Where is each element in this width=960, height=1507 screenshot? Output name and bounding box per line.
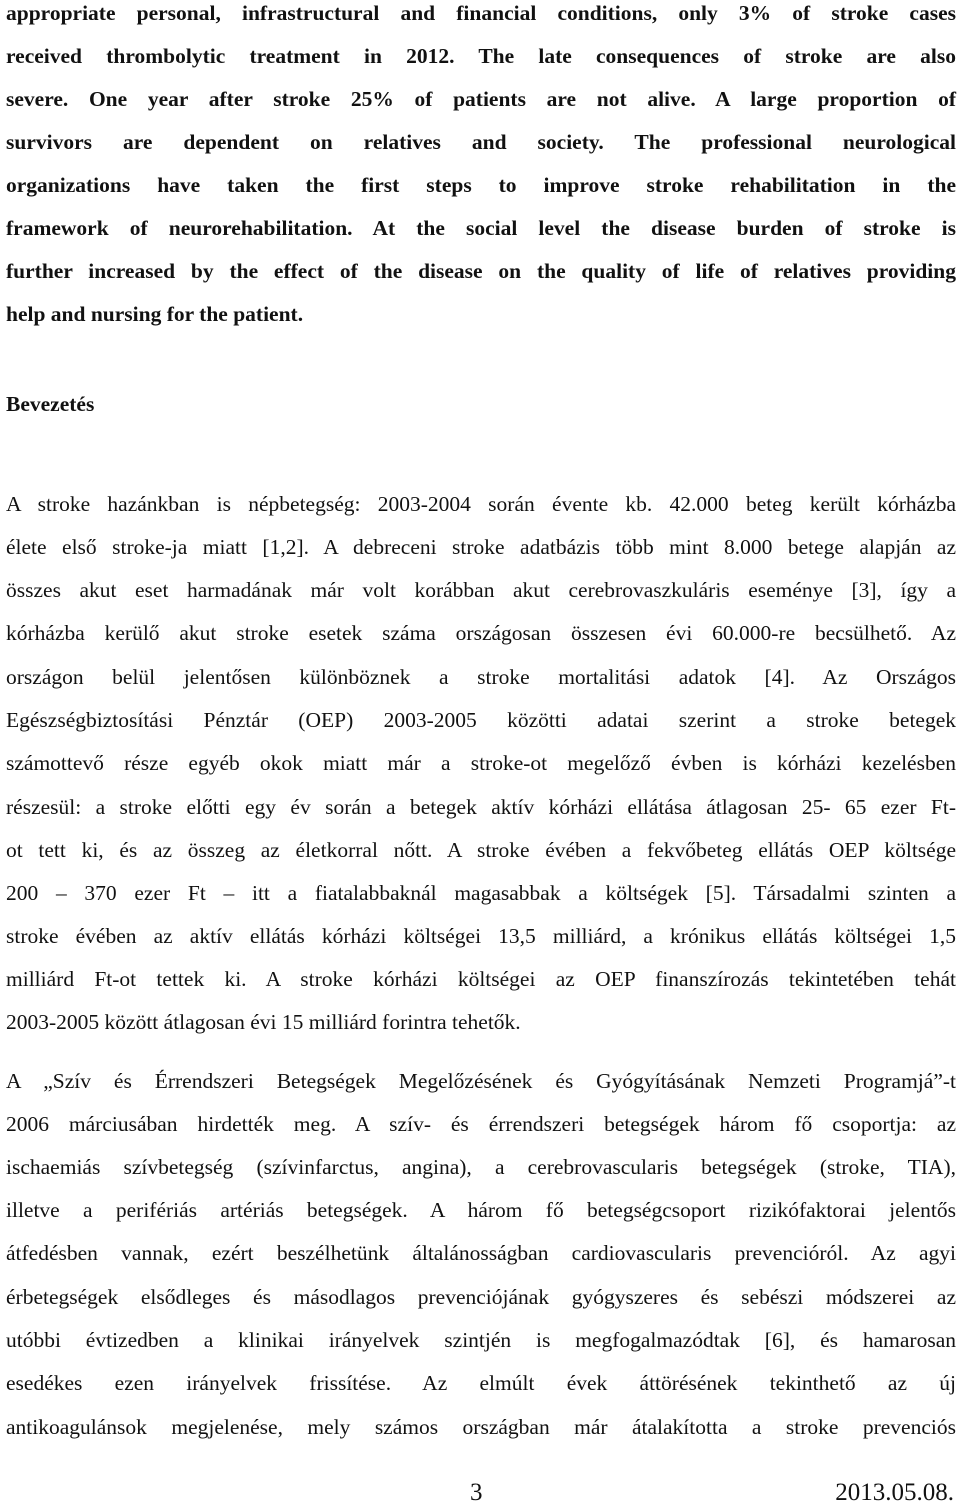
text-line: illetve a perifériás artériás betegségek. A három fő betegségcsoport rizikófaktorai jelentős xyxy=(6,1198,956,1222)
text-line: organizations have taken the first steps to improve stroke rehabilitation in the xyxy=(6,173,956,197)
text-line: ischaemiás szívbetegség (szívinfarctus, angina), a cerebrovascularis betegségek (stroke, TIA), xyxy=(6,1155,956,1179)
text-line: A „Szív és Érrendszeri Betegségek Megelőzésének és Gyógyításának Nemzeti Programjá”-t xyxy=(6,1069,956,1093)
text-line: összes akut eset harmadának már volt korábban akut cerebrovaszkuláris eseménye [3], így a xyxy=(6,578,956,602)
text-line: 2006 márciusában hirdették meg. A szív- és érrendszeri betegségek három fő csoportja: az xyxy=(6,1112,956,1136)
text-line: átfedésben vannak, ezért beszélhetünk általánosságban cardiovascularis prevencióról. Az agyi xyxy=(6,1241,956,1265)
text-line: utóbbi évtizedben a klinikai irányelvek szintjén is megfogalmazódtak [6], és hamarosan xyxy=(6,1328,956,1352)
text-line: élete első stroke-ja miatt [1,2]. A debreceni stroke adatbázis több mint 8.000 betege alapján az xyxy=(6,535,956,559)
text-line: 200 – 370 ezer Ft – itt a fiatalabbaknál magasabbak a költségek [5]. Társadalmi szinten a xyxy=(6,881,956,905)
text-line: help and nursing for the patient. xyxy=(6,302,304,326)
text-line: A stroke hazánkban is népbetegség: 2003-2004 során évente kb. 42.000 beteg került kórházba xyxy=(6,492,956,516)
page-number: 3 xyxy=(470,1479,483,1506)
text-line: stroke évében az aktív ellátás kórházi költségei 13,5 milliárd, a krónikus ellátás költségei 1,5 xyxy=(6,924,956,948)
section-heading: Bevezetés xyxy=(6,392,95,416)
text-line: survivors are dependent on relatives and society. The professional neurological xyxy=(6,130,956,154)
text-line: framework of neurorehabilitation. At the social level the disease burden of stroke is xyxy=(6,216,956,240)
text-line: severe. One year after stroke 25% of patients are not alive. A large proportion of xyxy=(6,87,956,111)
text-line: antikoagulánsok megjelenése, mely számos országban már átalakította a stroke prevenciós xyxy=(6,1415,956,1439)
text-line: Egészségbiztosítási Pénztár (OEP) 2003-2005 közötti adatai szerint a stroke betegek xyxy=(6,708,956,732)
text-line: érbetegségek elsődleges és másodlagos prevenciójának gyógyszeres és sebészi módszerei az xyxy=(6,1285,956,1309)
text-line: ot tett ki, és az összeg az életkorral nőtt. A stroke évében a fekvőbeteg ellátás OEP költsége xyxy=(6,838,956,862)
text-line: számottevő része egyéb okok miatt már a stroke-ot megelőző évben is kórházi kezelésben xyxy=(6,751,956,775)
footer-date: 2013.05.08. xyxy=(835,1479,954,1506)
text-line: részesül: a stroke előtti egy év során a betegek aktív kórházi ellátása átlagosan 25- 65 ezer Ft- xyxy=(6,795,956,819)
text-line: 2003-2005 között átlagosan évi 15 milliárd forintra tehetők. xyxy=(6,1010,521,1034)
text-line: received thrombolytic treatment in 2012. The late consequences of stroke are also xyxy=(6,44,956,68)
text-line: appropriate personal, infrastructural and financial conditions, only 3% of stroke cases xyxy=(6,1,956,25)
text-line: országon belül jelentősen különböznek a stroke mortalitási adatok [4]. Az Országos xyxy=(6,665,956,689)
text-line: esedékes ezen irányelvek frissítése. Az elmúlt évek áttörésének tekinthető az új xyxy=(6,1371,956,1395)
text-line: milliárd Ft-ot tettek ki. A stroke kórházi költségei az OEP finanszírozás tekintetében tehát xyxy=(6,967,956,991)
text-line: further increased by the effect of the disease on the quality of life of relatives providing xyxy=(6,259,956,283)
text-line: kórházba kerülő akut stroke esetek száma országosan összesen évi 60.000-re becsülhető. Az xyxy=(6,621,956,645)
